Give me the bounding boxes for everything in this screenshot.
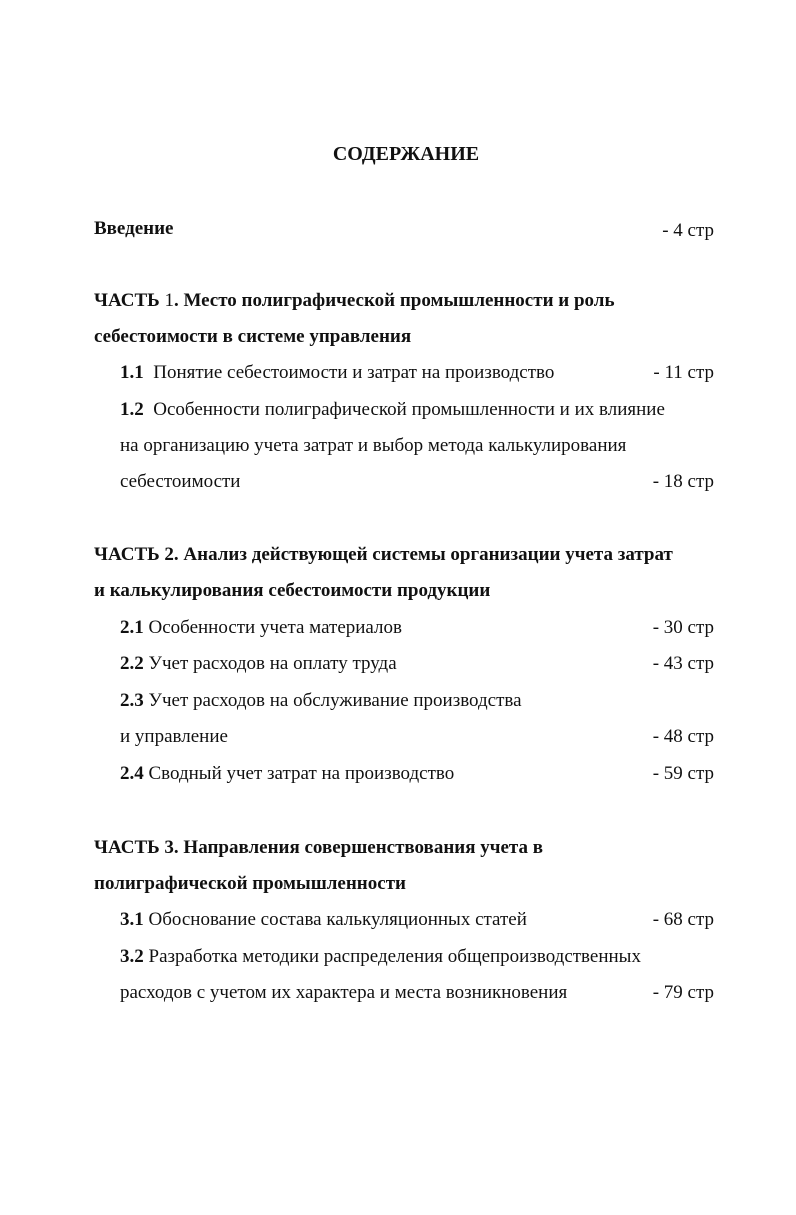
toc-entry-1-1-page: - 11 стр	[653, 362, 714, 383]
part1-heading-line2: себестоимости в системе управления	[94, 326, 412, 347]
entry-number: 2.2	[120, 653, 144, 674]
toc-entry-2-3-line2: и управление	[120, 726, 228, 747]
entry-title: Учет расходов на оплату труда	[148, 653, 397, 674]
entry-title: Сводный учет затрат на производство	[148, 763, 455, 784]
entry-title-line1: Разработка методики распределения общепроизводственных	[148, 946, 641, 967]
entry-title: Понятие себестоимости и затрат на производство	[153, 362, 555, 383]
toc-entry-1-2-line2: на организацию учета затрат и выбор метода калькулирования	[120, 435, 627, 456]
toc-entry-3-2-line2: расходов с учетом их характера и места возникновения	[120, 982, 568, 1003]
part1-heading-prefix: ЧАСТЬ	[94, 290, 165, 311]
toc-entry-2-4-page: - 59 стр	[652, 763, 714, 784]
entry-title-line1: Особенности полиграфической промышленности и их влияние	[153, 399, 665, 420]
toc-entry-2-1-page: - 30 стр	[652, 617, 714, 638]
entry-number: 2.1	[120, 617, 144, 638]
part1-heading-number: 1	[164, 290, 174, 311]
entry-number: 2.4	[120, 763, 144, 784]
toc-entry-1-2-page: - 18 стр	[652, 471, 714, 492]
toc-entry-1-2-line3: себестоимости	[120, 471, 241, 492]
toc-entry-3-1	[120, 908, 527, 932]
toc-intro-page: - 4 стр	[662, 220, 714, 241]
page-title: СОДЕРЖАНИЕ	[332, 143, 480, 165]
entry-title: Особенности учета материалов	[148, 617, 402, 638]
entry-number: 3.2	[120, 946, 144, 967]
entry-number: 1.1	[120, 362, 144, 383]
entry-number: 2.3	[120, 690, 144, 711]
entry-number: 1.2	[120, 399, 144, 420]
toc-entry-3-2	[120, 945, 641, 969]
part1-heading-rest: . Место полиграфической промышленности и роль	[173, 290, 615, 311]
part2-heading-line2: и калькулирования себестоимости продукции	[94, 580, 491, 601]
toc-entry-2-3-page: - 48 стр	[652, 726, 714, 747]
toc-entry-3-2-page: - 79 стр	[652, 982, 714, 1003]
toc-entry-3-1-page: - 68 стр	[652, 909, 714, 930]
toc-entry-1-1	[120, 361, 554, 385]
part1-heading	[94, 289, 615, 313]
part3-heading-line2: полиграфической промышленности	[94, 873, 406, 894]
toc-entry-2-2	[120, 652, 397, 676]
toc-entry-2-1	[120, 616, 402, 640]
part3-heading-line1: ЧАСТЬ 3. Направления совершенствования учета в	[94, 837, 543, 858]
entry-number: 3.1	[120, 909, 144, 930]
toc-entry-2-4	[120, 762, 454, 786]
toc-intro-label: Введение	[94, 218, 174, 239]
toc-entry-2-2-page: - 43 стр	[652, 653, 714, 674]
toc-entry-2-3	[120, 689, 522, 713]
toc-entry-1-2	[120, 398, 665, 422]
part2-heading-line1: ЧАСТЬ 2. Анализ действующей системы организации учета затрат	[94, 544, 673, 565]
entry-title: Обоснование состава калькуляционных статей	[148, 909, 527, 930]
entry-title-line1: Учет расходов на обслуживание производства	[148, 690, 522, 711]
